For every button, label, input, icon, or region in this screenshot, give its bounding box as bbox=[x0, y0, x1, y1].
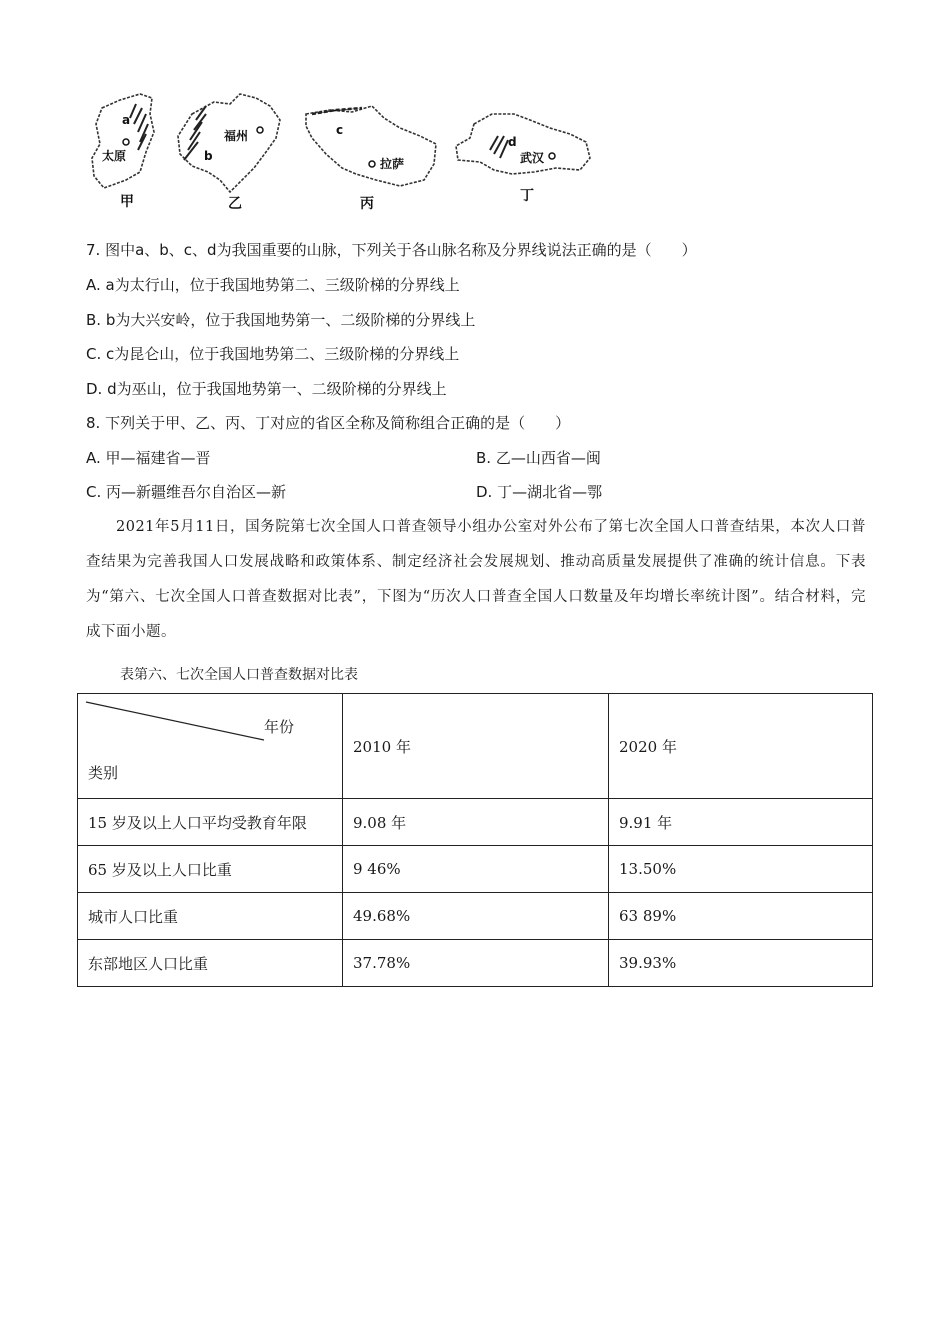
table-header-row bbox=[78, 694, 873, 799]
map-bing-mark-1: c bbox=[336, 123, 344, 137]
q7-stem bbox=[86, 240, 697, 260]
map-ding-mountain-icon bbox=[490, 136, 508, 158]
row-category: 东部地区人口比重 bbox=[78, 940, 343, 987]
map-jia-mark-2: 太原 bbox=[102, 149, 127, 163]
map-yi-mark-2: b bbox=[204, 149, 213, 163]
q8-option-b-key: B. bbox=[476, 449, 492, 467]
q7-option-a[interactable] bbox=[86, 275, 460, 295]
map-ding-mark-1: d bbox=[508, 135, 517, 149]
map-ding bbox=[456, 114, 590, 204]
row-category: 城市人口比重 bbox=[78, 893, 343, 940]
map-jia-city-icon bbox=[123, 139, 129, 145]
q8-number: 8. bbox=[86, 414, 101, 432]
row-value-2010: 49.68% bbox=[343, 893, 609, 940]
q8-option-b[interactable] bbox=[476, 448, 601, 468]
q7-option-a-key: A. bbox=[86, 276, 101, 294]
row-value-2020: 63 89% bbox=[609, 893, 873, 940]
q7-option-a-text: a为太行山，位于我国地势第二、三级阶梯的分界线上 bbox=[105, 276, 460, 294]
q8-option-a-key: A. bbox=[86, 449, 101, 467]
row-value-2020: 9.91 年 bbox=[609, 799, 873, 846]
q7-option-c-text: c为昆仑山，位于我国地势第二、三级阶梯的分界线上 bbox=[106, 345, 460, 363]
map-bing bbox=[306, 106, 436, 212]
row-value-2020: 13.50% bbox=[609, 846, 873, 893]
map-ding-label: 丁 bbox=[520, 188, 534, 204]
q8-stem bbox=[86, 413, 570, 433]
q7-number: 7. bbox=[86, 241, 101, 259]
header-category-label: 类别 bbox=[88, 764, 119, 782]
q7-option-d[interactable] bbox=[86, 379, 447, 399]
table-row bbox=[78, 799, 873, 846]
row-category: 65 岁及以上人口比重 bbox=[78, 846, 343, 893]
map-bing-outline bbox=[306, 106, 436, 186]
map-jia-mark-1: a bbox=[122, 113, 131, 127]
table-row bbox=[78, 846, 873, 893]
q8-option-c-text: 丙—新疆维吾尔自治区—新 bbox=[106, 483, 287, 501]
row-value-2020: 39.93% bbox=[609, 940, 873, 987]
map-ding-city-icon bbox=[549, 153, 555, 159]
map-jia-label: 甲 bbox=[120, 194, 134, 210]
row-value-2010: 9.08 年 bbox=[343, 799, 609, 846]
map-jia-mountain-icon bbox=[130, 104, 148, 150]
q7-option-d-key: D. bbox=[86, 380, 103, 398]
q8-option-c[interactable] bbox=[86, 482, 286, 502]
table-diagonal-header bbox=[78, 694, 343, 799]
province-maps-svg bbox=[80, 84, 600, 214]
table-row bbox=[78, 893, 873, 940]
column-header-2020: 2020 年 bbox=[609, 694, 873, 799]
column-header-2010: 2010 年 bbox=[343, 694, 609, 799]
q8-option-c-key: C. bbox=[86, 483, 102, 501]
table-row bbox=[78, 940, 873, 987]
map-yi bbox=[178, 94, 280, 212]
map-bing-label: 丙 bbox=[360, 196, 374, 212]
q7-option-c-key: C. bbox=[86, 345, 102, 363]
q8-option-d-text: 丁—湖北省—鄂 bbox=[497, 483, 603, 501]
table-caption: 表第六、七次全国人口普查数据对比表 bbox=[120, 667, 358, 683]
province-maps-figure bbox=[80, 84, 600, 214]
q7-option-b[interactable] bbox=[86, 310, 475, 330]
map-yi-label: 乙 bbox=[228, 196, 242, 212]
header-year-label: 年份 bbox=[264, 718, 295, 736]
q8-option-a-text: 甲—福建省—晋 bbox=[105, 449, 211, 467]
row-category: 15 岁及以上人口平均受教育年限 bbox=[78, 799, 343, 846]
q8-stem-text: 下列关于甲、乙、丙、丁对应的省区全称及简称组合正确的是（ ） bbox=[105, 414, 571, 432]
q7-stem-text: 图中a、b、c、d为我国重要的山脉，下列关于各山脉名称及分界线说法正确的是（ ） bbox=[105, 241, 697, 259]
map-bing-mark-2: 拉萨 bbox=[380, 157, 405, 171]
map-yi-mountain-icon bbox=[184, 106, 206, 160]
q7-option-d-text: d为巫山，位于我国地势第一、二级阶梯的分界线上 bbox=[107, 380, 447, 398]
material-paragraph: 2021年5月11日，国务院第七次全国人口普查领导小组办公室对外公布了第七次全国人口普查结果，本次人口普查结果为完善我国人口发展战略和政策体系、制定经济社会发展规划、推动高质量发展提供了准确的统计信息。下表为“第六、七次全国人口普查数据对比表”，下图为“历次人口普查全国人口数量及年均增长率统计图”。结合材料，完成下面小题。 bbox=[86, 519, 866, 640]
q8-option-d[interactable] bbox=[476, 482, 602, 502]
map-ding-outline bbox=[456, 114, 590, 174]
q7-option-c[interactable] bbox=[86, 344, 459, 364]
q8-option-d-key: D. bbox=[476, 483, 493, 501]
q8-option-a[interactable] bbox=[86, 448, 211, 468]
map-bing-city-icon bbox=[369, 161, 375, 167]
map-ding-mark-2: 武汉 bbox=[520, 151, 545, 165]
map-yi-mark-1: 福州 bbox=[224, 129, 249, 143]
q7-option-b-key: B. bbox=[86, 311, 102, 329]
q8-option-b-text: 乙—山西省—闽 bbox=[495, 449, 601, 467]
census-comparison-table bbox=[77, 693, 873, 987]
row-value-2010: 37.78% bbox=[343, 940, 609, 987]
map-jia bbox=[92, 94, 154, 210]
q7-option-b-text: b为大兴安岭，位于我国地势第一、二级阶梯的分界线上 bbox=[105, 311, 476, 329]
map-yi-city-icon bbox=[257, 127, 263, 133]
row-value-2010: 9 46% bbox=[343, 846, 609, 893]
